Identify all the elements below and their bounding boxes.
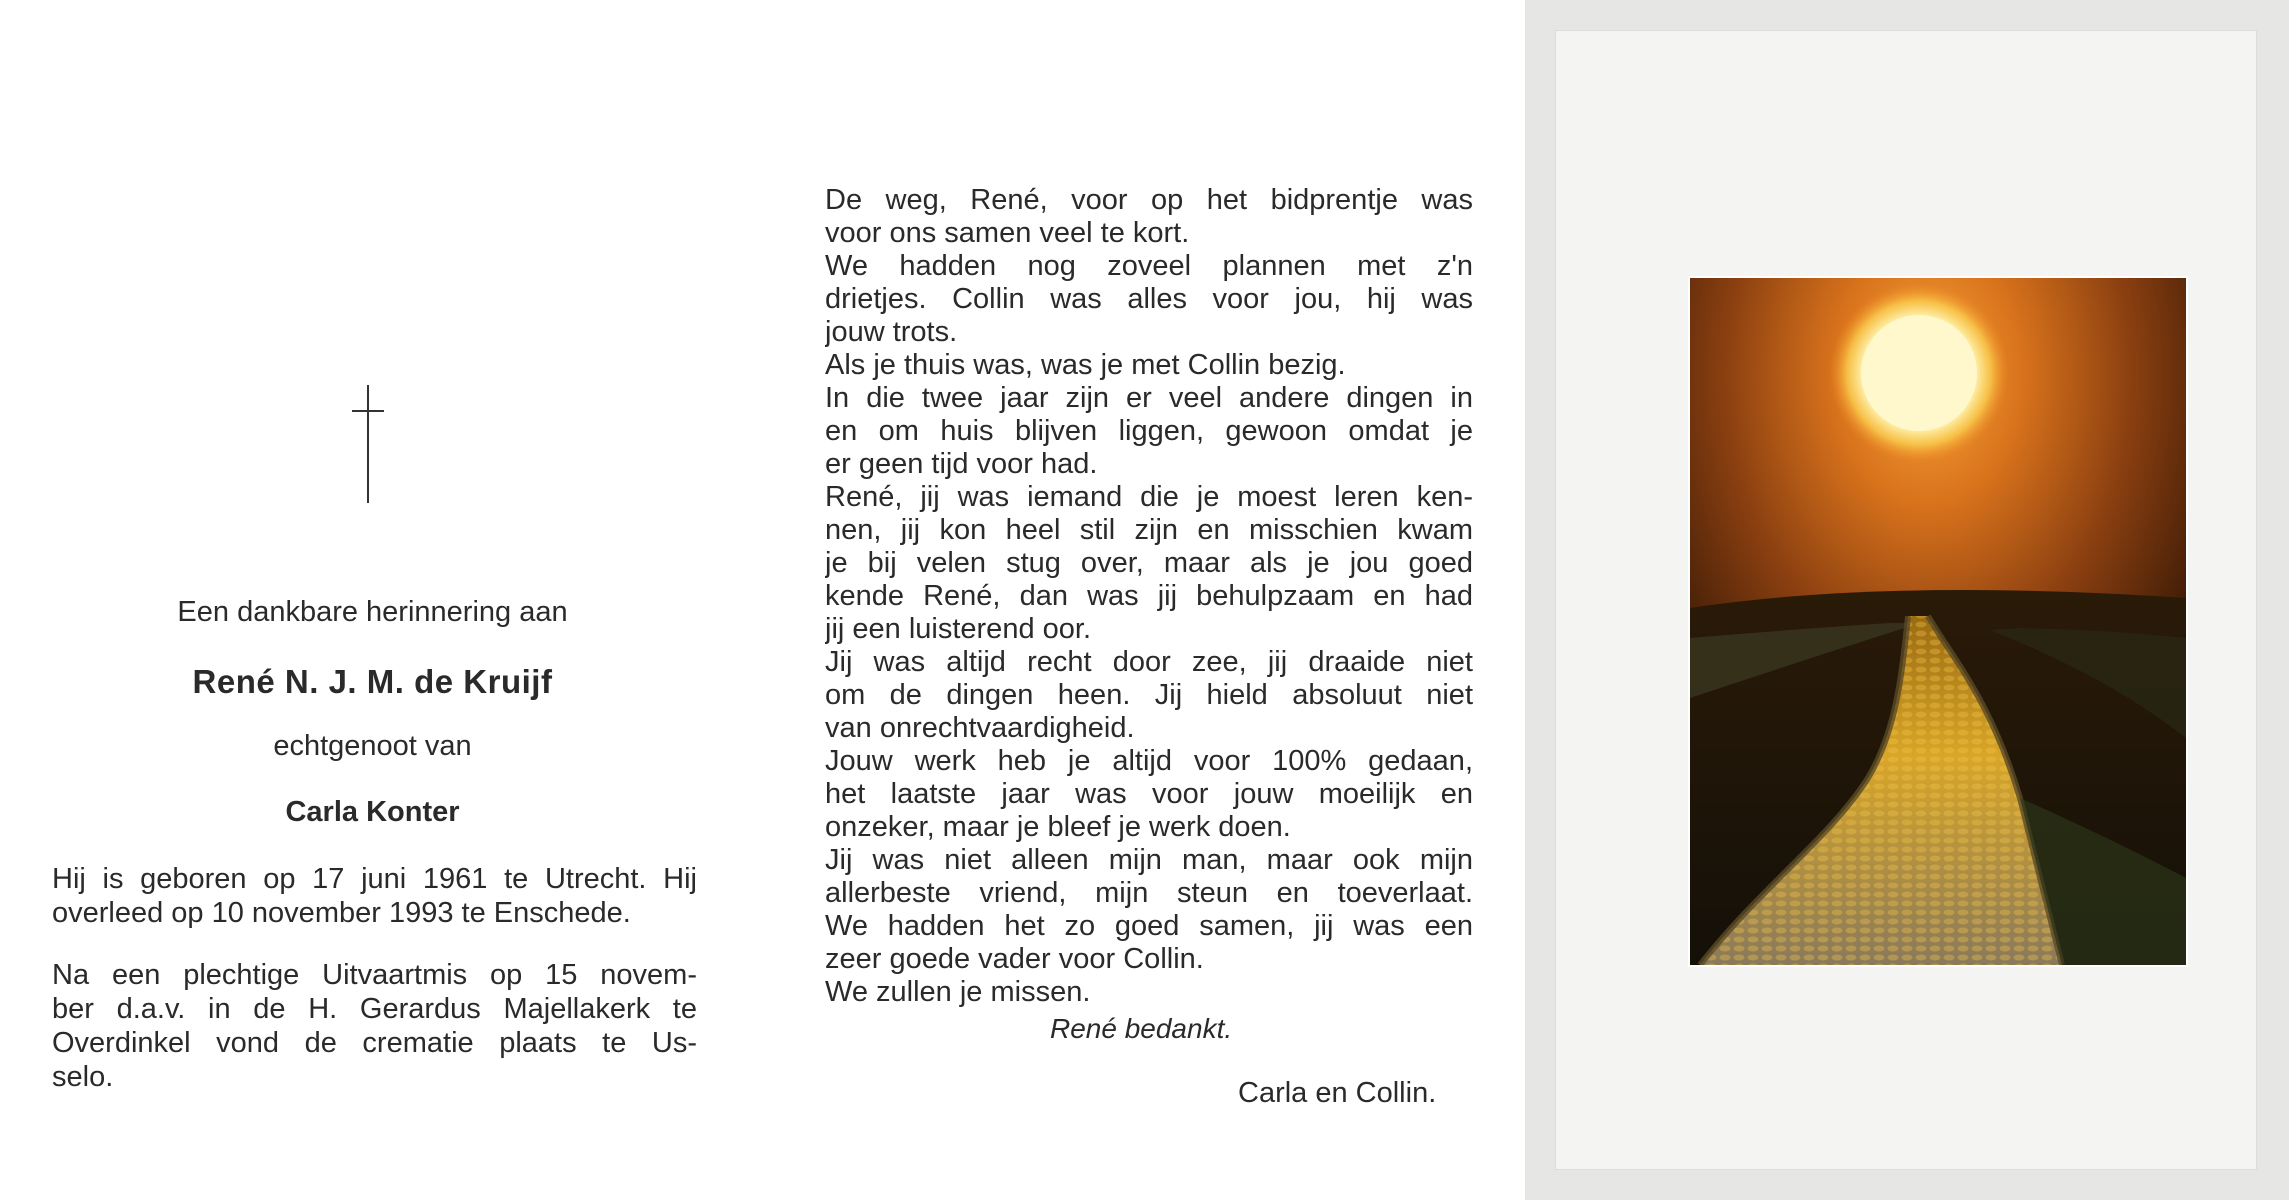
poem-line: je bij velen stug over, maar als je jou goed bbox=[825, 547, 1473, 579]
poem-line: Jij was altijd recht door zee, jij draaide niet bbox=[825, 646, 1473, 678]
poem-line: zeer goede vader voor Collin. bbox=[825, 943, 1204, 975]
poem-line: jij een luisterend oor. bbox=[825, 613, 1091, 645]
poem-line: We zullen je missen. bbox=[825, 976, 1091, 1008]
poem-line: We hadden nog zoveel plannen met z'n bbox=[825, 250, 1473, 282]
poem-line: De weg, René, voor op het bidprentje was bbox=[825, 184, 1473, 216]
deceased-name: René N. J. M. de Kruijf bbox=[192, 663, 553, 700]
text-line: overleed op 10 november 1993 te Enschede. bbox=[52, 897, 631, 929]
right-panel bbox=[1525, 0, 2289, 1200]
poem-line: en om huis blijven liggen, gewoon omdat je bbox=[825, 415, 1473, 447]
text-line: ber d.a.v. in de H. Gerardus Majellakerk te bbox=[52, 993, 697, 1025]
sunset-road-photo bbox=[1688, 276, 2188, 967]
poem-line: om de dingen heen. Jij hield absoluut niet bbox=[825, 679, 1473, 711]
poem-line: allerbeste vriend, mijn steun en toeverlaat. bbox=[825, 877, 1473, 909]
card-frame bbox=[1555, 30, 2257, 1170]
funeral-text bbox=[52, 958, 697, 1094]
birth-death-text bbox=[52, 862, 697, 930]
cross-icon-bar bbox=[352, 410, 384, 412]
intro-text: Een dankbare herinnering aan bbox=[177, 596, 568, 628]
left-panel bbox=[0, 0, 760, 1200]
poem-line: In die twee jaar zijn er veel andere dingen in bbox=[825, 382, 1473, 414]
poem-line: kende René, dan was jij behulpzaam en had bbox=[825, 580, 1473, 612]
poem-line: Jouw werk heb je altijd voor 100% gedaan, bbox=[825, 745, 1473, 777]
poem-line: van onrechtvaardigheid. bbox=[825, 712, 1135, 744]
poem-line: We hadden het zo goed samen, jij was een bbox=[825, 910, 1473, 942]
poem-line: onzeker, maar je bleef je werk doen. bbox=[825, 811, 1291, 843]
poem-line: Jij was niet alleen mijn man, maar ook mijn bbox=[825, 844, 1473, 876]
poem-line: René, jij was iemand die je moest leren ken- bbox=[825, 481, 1473, 513]
poem-line: het laatste jaar was voor jouw moeilijk en bbox=[825, 778, 1473, 810]
spouse-name: Carla Konter bbox=[285, 796, 460, 828]
text-line: Overdinkel vond de crematie plaats te Us- bbox=[52, 1027, 697, 1059]
poem-line: drietjes. Collin was alles voor jou, hij was bbox=[825, 283, 1473, 315]
memorial-poem bbox=[825, 184, 1473, 1009]
cross-icon bbox=[367, 385, 369, 503]
thanks-text: René bedankt. bbox=[1050, 1013, 1233, 1044]
poem-line: voor ons samen veel te kort. bbox=[825, 217, 1190, 249]
text-line: selo. bbox=[52, 1061, 114, 1093]
signature-text: Carla en Collin. bbox=[1238, 1077, 1437, 1109]
sunset-road-illustration bbox=[1690, 278, 2186, 965]
text-line: Na een plechtige Uitvaartmis op 15 novem- bbox=[52, 959, 697, 991]
poem-line: er geen tijd voor had. bbox=[825, 448, 1098, 480]
text-line: Hij is geboren op 17 juni 1961 te Utrecht. Hij bbox=[52, 863, 697, 895]
poem-line: Als je thuis was, was je met Collin bezig. bbox=[825, 349, 1346, 381]
middle-panel bbox=[760, 0, 1525, 1200]
poem-line: jouw trots. bbox=[825, 316, 958, 348]
spouse-of-text: echtgenoot van bbox=[273, 730, 472, 762]
poem-line: nen, jij kon heel stil zijn en misschien kwam bbox=[825, 514, 1473, 546]
